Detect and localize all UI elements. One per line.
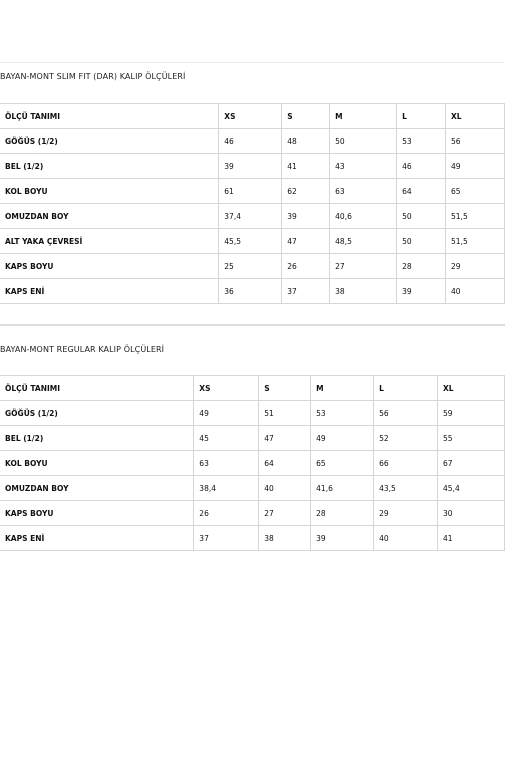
table-cell: 39 [311, 526, 374, 551]
row-label: BEL (1/2) [0, 426, 194, 451]
table-cell: 53 [397, 129, 446, 154]
section-divider [0, 324, 505, 326]
header-cell: S [259, 376, 311, 401]
table-cell: 51 [259, 401, 311, 426]
table-header-row [0, 376, 505, 401]
row-label: GÖĞÜS (1/2) [0, 401, 194, 426]
table-cell: 49 [311, 426, 374, 451]
row-label: GÖĞÜS (1/2) [0, 129, 219, 154]
table-cell: 47 [282, 229, 330, 254]
table-cell: 37 [282, 279, 330, 304]
table-cell: 50 [397, 204, 446, 229]
table-cell: 51,5 [446, 204, 505, 229]
table-cell: 40 [374, 526, 438, 551]
table-cell: 49 [446, 154, 505, 179]
table-cell: 38 [259, 526, 311, 551]
table-cell: 50 [397, 229, 446, 254]
row-label: ALT YAKA ÇEVRESİ [0, 229, 219, 254]
table-cell: 64 [259, 451, 311, 476]
header-cell: XS [219, 104, 282, 129]
table-cell: 55 [438, 426, 505, 451]
table-cell: 28 [311, 501, 374, 526]
table-cell: 41 [438, 526, 505, 551]
table-cell: 52 [374, 426, 438, 451]
table-cell: 37,4 [219, 204, 282, 229]
table-cell: 56 [374, 401, 438, 426]
table-cell: 49 [194, 401, 259, 426]
table-cell: 50 [330, 129, 397, 154]
table-cell: 63 [330, 179, 397, 204]
table-cell: 65 [446, 179, 505, 204]
table-row [0, 426, 505, 451]
row-label: OMUZDAN BOY [0, 204, 219, 229]
header-cell: M [330, 104, 397, 129]
row-label: OMUZDAN BOY [0, 476, 194, 501]
table-cell: 39 [219, 154, 282, 179]
table-cell: 29 [374, 501, 438, 526]
table-cell: 29 [446, 254, 505, 279]
table-cell: 51,5 [446, 229, 505, 254]
regular-fit-title: BAYAN-MONT REGULAR KALIP ÖLÇÜLERİ [0, 345, 165, 354]
table-cell: 66 [374, 451, 438, 476]
table-cell: 37 [194, 526, 259, 551]
header-cell: ÖLÇÜ TANIMI [0, 376, 194, 401]
row-label: KAPS ENİ [0, 526, 194, 551]
table-cell: 40 [259, 476, 311, 501]
table-row [0, 154, 505, 179]
table-cell: 40,6 [330, 204, 397, 229]
table-cell: 40 [446, 279, 505, 304]
table-row [0, 526, 505, 551]
table-cell: 38 [330, 279, 397, 304]
table-row [0, 254, 505, 279]
header-cell: XL [446, 104, 505, 129]
table-cell: 45,5 [219, 229, 282, 254]
header-cell: L [397, 104, 446, 129]
row-label: BEL (1/2) [0, 154, 219, 179]
table-cell: 61 [219, 179, 282, 204]
table-row [0, 476, 505, 501]
header-cell: XS [194, 376, 259, 401]
slim-fit-title: BAYAN-MONT SLIM FIT (DAR) KALIP ÖLÇÜLERİ [0, 72, 186, 81]
slim-fit-size-table [0, 103, 505, 304]
table-cell: 30 [438, 501, 505, 526]
table-cell: 63 [194, 451, 259, 476]
table-cell: 27 [259, 501, 311, 526]
row-label: KAPS BOYU [0, 254, 219, 279]
table-row [0, 229, 505, 254]
table-cell: 59 [438, 401, 505, 426]
table-cell: 36 [219, 279, 282, 304]
table-cell: 38,4 [194, 476, 259, 501]
table-cell: 56 [446, 129, 505, 154]
table-cell: 45 [194, 426, 259, 451]
header-cell: ÖLÇÜ TANIMI [0, 104, 219, 129]
table-row [0, 204, 505, 229]
table-row [0, 501, 505, 526]
top-divider [0, 62, 505, 63]
row-label: KAPS BOYU [0, 501, 194, 526]
table-row [0, 279, 505, 304]
table-row [0, 401, 505, 426]
row-label: KOL BOYU [0, 451, 194, 476]
table-cell: 39 [397, 279, 446, 304]
row-label: KOL BOYU [0, 179, 219, 204]
table-cell: 39 [282, 204, 330, 229]
header-cell: XL [438, 376, 505, 401]
table-cell: 41,6 [311, 476, 374, 501]
table-cell: 65 [311, 451, 374, 476]
table-cell: 43 [330, 154, 397, 179]
table-cell: 46 [397, 154, 446, 179]
regular-fit-size-table [0, 375, 505, 551]
table-cell: 26 [282, 254, 330, 279]
table-cell: 67 [438, 451, 505, 476]
table-cell: 45,4 [438, 476, 505, 501]
table-cell: 26 [194, 501, 259, 526]
table-cell: 48,5 [330, 229, 397, 254]
header-cell: S [282, 104, 330, 129]
table-row [0, 129, 505, 154]
table-cell: 46 [219, 129, 282, 154]
table-cell: 48 [282, 129, 330, 154]
table-cell: 41 [282, 154, 330, 179]
table-header-row [0, 104, 505, 129]
table-cell: 43,5 [374, 476, 438, 501]
table-row [0, 451, 505, 476]
table-cell: 25 [219, 254, 282, 279]
table-cell: 64 [397, 179, 446, 204]
table-cell: 27 [330, 254, 397, 279]
table-cell: 62 [282, 179, 330, 204]
table-cell: 47 [259, 426, 311, 451]
table-row [0, 179, 505, 204]
header-cell: L [374, 376, 438, 401]
row-label: KAPS ENİ [0, 279, 219, 304]
table-cell: 28 [397, 254, 446, 279]
header-cell: M [311, 376, 374, 401]
table-cell: 53 [311, 401, 374, 426]
